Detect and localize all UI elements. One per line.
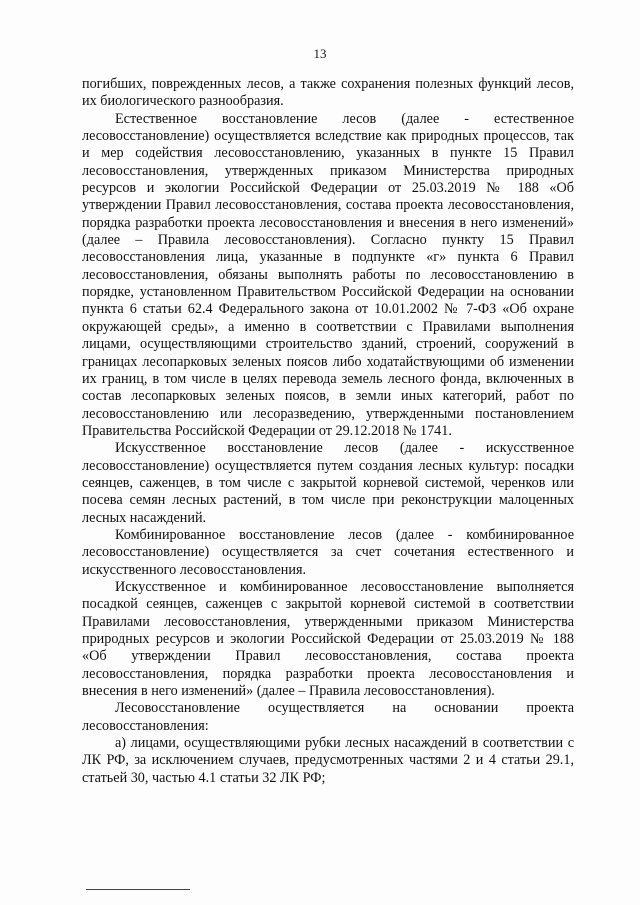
paragraph-project-basis: Лесовосстановление осуществляется на основании проекта лесовосстановления: xyxy=(82,700,574,734)
body-text xyxy=(82,76,574,787)
paragraph-intro: погибших, поврежденных лесов, а также сохранения полезных функций лесов, их биологического разнообразия. xyxy=(82,76,574,110)
page-number: 13 xyxy=(313,46,327,61)
paragraph-natural-reforestation: Естественное восстановление лесов (далее - естественное лесовосстановление) осуществляется вследствие как природных процессов, так и мер содействия лесовосстановлению, указанных в пункте 15 Правил лесовосстановления, утвержденных приказом Министерства природных ресурсов и экологии Российской Федерации от 25.03.2019 № 188 «Об утверждении Правил лесовосстановления, состава проекта лесовосстановления, порядка разработки проекта лесовосстановления и внесения в него изменений» (далее – Правила лесовосстановления). Согласно пункту 15 Правил лесовосстановления лица, указанные в подпункте «г» пункта 6 Правил лесовосстановления, обязаны выполнять работы по лесовосстановлению в порядке, установленном Правительством Российской Федерации на основании пункта 6 статьи 62.4 Федерального закона от 10.01.2002 № 7-ФЗ «Об охране окружающей среды», а именно в соответствии с Правилами выполнения лицами, осуществляющими строительство зданий, строений, сооружений в границах лесопарковых зеленых поясов либо ходатайствующими об изменении их границ, в том числе в целях перевода земель лесного фонда, включенных в состав лесопарковых зеленых поясов, в земли иных категорий, работ по лесовосстановлению или лесоразведению, утвержденными постановлением Правительства Российской Федерации от 29.12.2018 № 1741. xyxy=(82,110,574,439)
paragraph-combined-reforestation: Комбинированное восстановление лесов (далее - комбинированное лесовосстановление) осуществляется за счет сочетания естественного и искусственного лесовосстановления. xyxy=(82,526,574,578)
paragraph-planting-method: Искусственное и комбинированное лесовосстановление выполняется посадкой сеянцев, саженцев с закрытой корневой системой в соответствии Правилами лесовосстановления, утвержденными приказом Министерства природных ресурсов и экологии Российской Федерации от 25.03.2019 № 188 «Об утверждении Правил лесовосстановления, состава проекта лесовосстановления, порядка разработки проекта лесовосстановления и внесения в него изменений» (далее – Правила лесовосстановления). xyxy=(82,578,574,700)
paragraph-artificial-reforestation: Искусственное восстановление лесов (далее - искусственное лесовосстановление) осуществляется путем создания лесных культур: посадки сеянцев, саженцев, в том числе с закрытой корневой системой, черенков или посева семян лесных растений, в том числе при реконструкции малоценных лесных насаждений. xyxy=(82,440,574,526)
list-item-a: а) лицами, осуществляющими рубки лесных насаждений в соответствии с ЛК РФ, за исключением случаев, предусмотренных частями 2 и 4 статьи 29.1, статьей 30, частью 4.1 статьи 32 ЛК РФ; xyxy=(82,735,574,786)
footer-rule xyxy=(86,889,190,890)
